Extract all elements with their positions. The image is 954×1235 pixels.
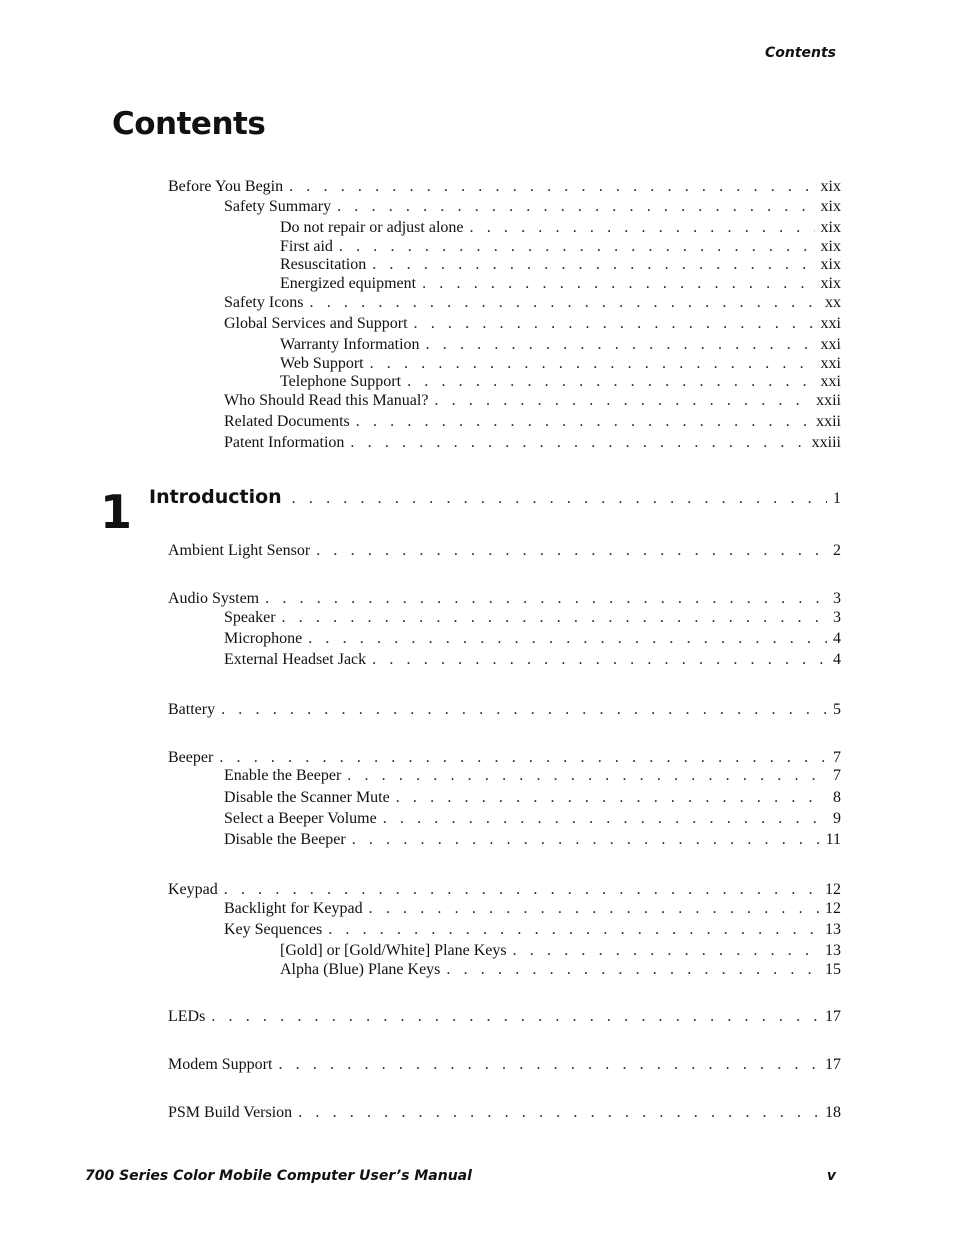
dot-leader — [278, 1055, 819, 1075]
toc-entry-title: Beeper — [168, 749, 214, 766]
toc-entry-page: xix — [820, 219, 841, 236]
toc-entry[interactable] — [168, 880, 841, 900]
toc-entry-title: Safety Summary — [224, 198, 332, 215]
toc-entry-title: PSM Build Version — [168, 1104, 293, 1121]
toc-entry[interactable] — [224, 920, 841, 940]
dot-leader — [513, 941, 819, 961]
toc-entry-page: 7 — [833, 767, 841, 784]
dot-leader — [289, 177, 814, 197]
toc-entry-page: 8 — [833, 789, 841, 806]
toc-entry-page: 3 — [833, 609, 841, 626]
toc-entry-title: Audio System — [168, 590, 260, 607]
toc-entry[interactable] — [168, 541, 841, 561]
toc-entry-title: Select a Beeper Volume — [224, 810, 377, 827]
footer-manual-title: 700 Series Color Mobile Computer User’s Manual — [85, 1168, 472, 1184]
toc-entry-title: Modem Support — [168, 1056, 273, 1073]
dot-leader — [369, 899, 819, 919]
chapter-number: 1 — [100, 485, 133, 539]
toc-entry-page: xxiii — [811, 434, 841, 451]
dot-leader — [292, 490, 827, 508]
toc-entry-title: Resuscitation — [280, 256, 367, 273]
toc-entry-page: 4 — [833, 630, 841, 647]
dot-leader — [219, 748, 827, 768]
dot-leader — [316, 541, 827, 561]
toc-entry[interactable] — [280, 237, 841, 257]
toc-entry-page: xix — [820, 275, 841, 292]
toc-entry[interactable] — [280, 354, 841, 374]
toc-entry-page: 12 — [825, 881, 841, 898]
toc-entry[interactable] — [224, 766, 841, 786]
toc-entry-title: Telephone Support — [280, 373, 402, 390]
dot-leader — [298, 1103, 819, 1123]
toc-entry-page: 2 — [833, 542, 841, 559]
toc-entry-page: 13 — [825, 921, 841, 938]
toc-entry[interactable] — [280, 941, 841, 961]
toc-entry-page: 9 — [833, 810, 841, 827]
toc-entry-page: xxi — [820, 336, 841, 353]
toc-entry[interactable] — [224, 899, 841, 919]
toc-entry-title: Enable the Beeper — [224, 767, 342, 784]
chapter-entry[interactable] — [149, 485, 841, 509]
toc-entry-title: Web Support — [280, 355, 364, 372]
dot-leader — [434, 391, 810, 411]
toc-entry-title: Backlight for Keypad — [224, 900, 363, 917]
toc-entry[interactable] — [168, 1103, 841, 1123]
toc-entry[interactable] — [280, 274, 841, 294]
toc-entry-title: Key Sequences — [224, 921, 323, 938]
toc-entry-title: Disable the Beeper — [224, 831, 346, 848]
dot-leader — [422, 274, 814, 294]
toc-entry-title: Related Documents — [224, 413, 350, 430]
toc-entry-title: Speaker — [224, 609, 276, 626]
footer-page-number: v — [826, 1168, 836, 1184]
toc-entry-page: 5 — [833, 701, 841, 718]
toc-entry-page: xix — [820, 238, 841, 255]
dot-leader — [347, 766, 827, 786]
dot-leader — [339, 237, 815, 257]
toc-entry-title: Ambient Light Sensor — [168, 542, 311, 559]
toc-entry[interactable] — [224, 608, 841, 628]
toc-entry-page: xxii — [816, 392, 841, 409]
toc-entry[interactable] — [280, 335, 841, 355]
toc-entry[interactable] — [224, 433, 841, 453]
toc-entry-title: Keypad — [168, 881, 218, 898]
toc-entry[interactable] — [224, 650, 841, 670]
dot-leader — [265, 589, 827, 609]
toc-entry[interactable] — [224, 830, 841, 850]
toc-entry[interactable] — [168, 589, 841, 609]
toc-entry-page: xxi — [820, 373, 841, 390]
toc-entry-title: Who Should Read this Manual? — [224, 392, 429, 409]
toc-entry[interactable] — [224, 629, 841, 649]
toc-entry-page: 13 — [825, 942, 841, 959]
running-header: Contents — [764, 45, 836, 61]
dot-leader — [446, 960, 819, 980]
dot-leader — [356, 412, 810, 432]
dot-leader — [407, 372, 814, 392]
toc-entry[interactable] — [168, 700, 841, 720]
toc-entry-title: Safety Icons — [224, 294, 304, 311]
toc-entry-page: xix — [820, 198, 841, 215]
dot-leader — [211, 1007, 819, 1027]
toc-entry-page: xxi — [820, 315, 841, 332]
toc-entry-title: Patent Information — [224, 434, 345, 451]
dot-leader — [370, 354, 815, 374]
toc-entry-title: External Headset Jack — [224, 651, 367, 668]
dot-leader — [396, 788, 827, 808]
toc-entry-page: xix — [820, 178, 841, 195]
dot-leader — [282, 608, 827, 628]
toc-entry-page: 11 — [825, 831, 841, 848]
toc-entry-title: Before You Begin — [168, 178, 284, 195]
toc-entry-title: Microphone — [224, 630, 303, 647]
toc-entry-page: 15 — [825, 961, 841, 978]
dot-leader — [224, 880, 819, 900]
toc-entry-title: Warranty Information — [280, 336, 420, 353]
toc-entry-page: 12 — [825, 900, 841, 917]
dot-leader — [328, 920, 819, 940]
toc-entry-title: Global Services and Support — [224, 315, 408, 332]
toc-entry-page: 18 — [825, 1104, 841, 1121]
toc-entry-title: LEDs — [168, 1008, 206, 1025]
toc-entry-page: 7 — [833, 749, 841, 766]
toc-entry[interactable] — [168, 748, 841, 768]
dot-leader — [470, 218, 815, 238]
chapter-page: 1 — [833, 490, 841, 507]
dot-leader — [426, 335, 815, 355]
toc-entry-title: Energized equipment — [280, 275, 417, 292]
toc-entry-page: 17 — [825, 1008, 841, 1025]
toc-entry[interactable] — [168, 1007, 841, 1027]
dot-leader — [414, 314, 815, 334]
dot-leader — [383, 809, 827, 829]
toc-entry[interactable] — [224, 391, 841, 411]
toc-entry-page: xxii — [816, 413, 841, 430]
dot-leader — [350, 433, 805, 453]
toc-entry-title: Do not repair or adjust alone — [280, 219, 464, 236]
dot-leader — [352, 830, 820, 850]
toc-entry[interactable] — [224, 314, 841, 334]
dot-leader — [310, 293, 819, 313]
dot-leader — [308, 629, 827, 649]
toc-entry[interactable] — [280, 255, 841, 275]
toc-entry[interactable] — [224, 788, 841, 808]
toc-entry[interactable] — [280, 372, 841, 392]
dot-leader — [372, 255, 814, 275]
toc-entry-title: [Gold] or [Gold/White] Plane Keys — [280, 942, 507, 959]
toc-entry-page: xx — [825, 294, 841, 311]
toc-entry[interactable] — [224, 809, 841, 829]
toc-entry[interactable] — [168, 1055, 841, 1075]
toc-entry-page: 3 — [833, 590, 841, 607]
toc-entry-title: Alpha (Blue) Plane Keys — [280, 961, 441, 978]
dot-leader — [372, 650, 827, 670]
toc-entry[interactable] — [280, 960, 841, 980]
toc-entry[interactable] — [168, 177, 841, 197]
toc-entry[interactable] — [280, 218, 841, 238]
toc-entry-page: 4 — [833, 651, 841, 668]
toc-entry-title: First aid — [280, 238, 333, 255]
chapter-title: Introduction — [149, 486, 282, 508]
toc-entry[interactable] — [224, 197, 841, 217]
toc-entry-title: Disable the Scanner Mute — [224, 789, 390, 806]
dot-leader — [337, 197, 814, 217]
toc-entry-page: 17 — [825, 1056, 841, 1073]
dot-leader — [221, 700, 827, 720]
toc-entry[interactable] — [224, 293, 841, 313]
page-title: Contents — [112, 106, 266, 142]
toc-entry[interactable] — [224, 412, 841, 432]
toc-entry-title: Battery — [168, 701, 216, 718]
toc-entry-page: xxi — [820, 355, 841, 372]
toc-entry-page: xix — [820, 256, 841, 273]
running-footer — [85, 1168, 836, 1184]
